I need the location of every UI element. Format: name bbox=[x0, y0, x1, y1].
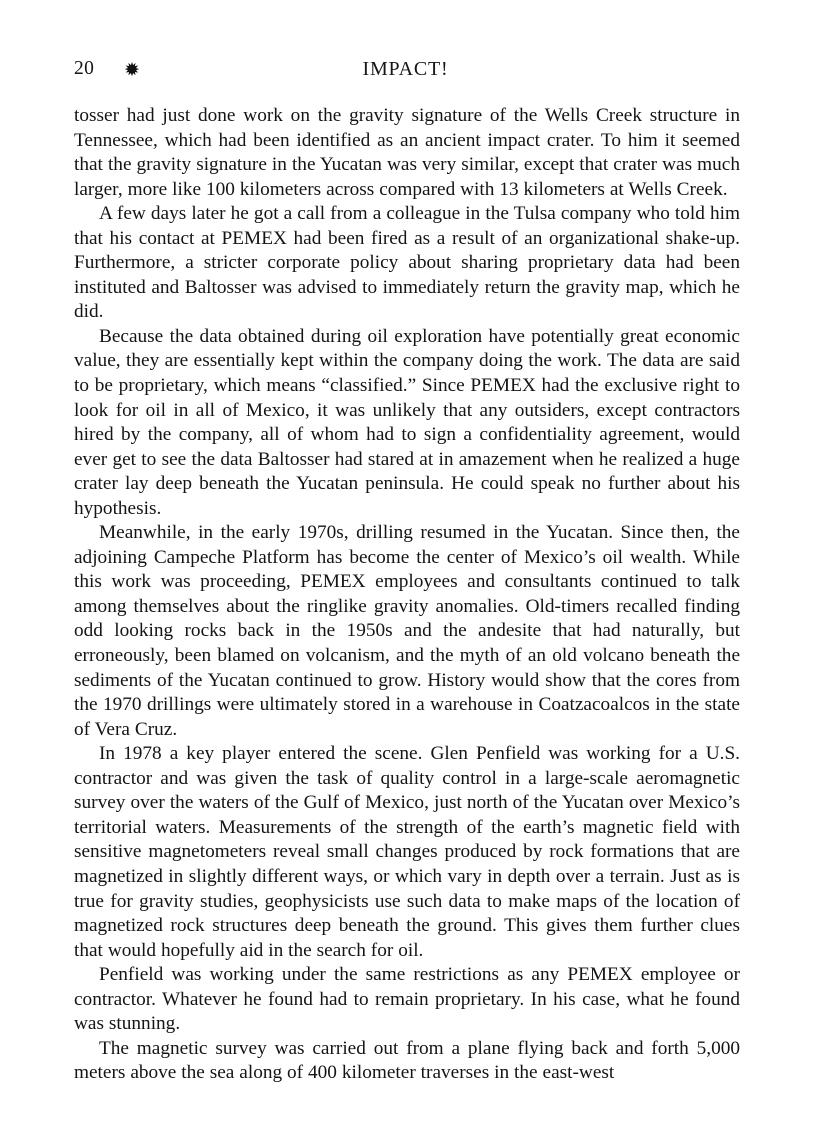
book-title-header: IMPACT! bbox=[362, 58, 449, 80]
paragraph: Because the data obtained during oil exploration have potentially great economic value, they are essentially kept within the company doing the work. The data are said to be proprietary, which means “classified.” Since PEMEX had the exclusive right to look for oil in all of Mexico, it was unlikely that any outsiders, except contractors hired by the company, all of whom had to sign a confidentiality agreement, would ever get to see the data Baltosser had stared at in amazement when he realized a huge crater lay deep beneath the Yucatan peninsula. He could speak no further about his hypothesis. bbox=[74, 325, 740, 519]
paragraph: In 1978 a key player entered the scene. Glen Penfield was working for a U.S. contractor and was given the task of quality control in a large-scale aeromagnetic survey over the waters of the Gulf of Mexico, just north of the Yucatan over Mexico’s territorial waters. Measurements of the strength of the earth’s magnetic field with sensitive magnetometers reveal small changes produced by rock formations that are magnetized in slightly different ways, or which vary in depth over a terrain. Just as is true for gravity studies, geophysicists use such data to make maps of the location of magnetized rock structures deep beneath the ground. This gives them further clues that would hopefully aid in the search for oil. bbox=[74, 743, 740, 961]
paragraph: A few days later he got a call from a colleague in the Tulsa company who told him that his contact at PEMEX had been fired as a result of an organizational shake-up. Furthermore, a stricter corporate policy about sharing proprietary data had been instituted and Baltosser was advised to immediately return the gravity map, which he did. bbox=[74, 203, 740, 323]
star-ornament-icon: ✹ bbox=[124, 59, 140, 81]
body-text-block bbox=[74, 104, 740, 1086]
paragraph: tosser had just done work on the gravity signature of the Wells Creek structure in Tennessee, which had been identified as an ancient impact crater. To him it seemed that the gravity signature in the Yucatan was very similar, except that crater was much larger, more like 100 kilometers across compared with 13 kilometers at Wells Creek. bbox=[74, 105, 740, 200]
running-head bbox=[0, 56, 816, 86]
paragraph: The magnetic survey was carried out from a plane flying back and forth 5,000 meters above the sea along of 400 kilometer traverses in the east-west bbox=[74, 1037, 740, 1084]
paragraph: Meanwhile, in the early 1970s, drilling resumed in the Yucatan. Since then, the adjoining Campeche Platform has become the center of Mexico’s oil wealth. While this work was proceeding, PEMEX employees and consultants continued to talk among themselves about the ringlike gravity anomalies. Old-timers recalled finding odd looking rocks back in the 1950s and the andesite that had naturally, but erroneously, been blamed on volcanism, and the myth of an old volcano beneath the sediments of the Yucatan continued to grow. History would show that the cores from the 1970 drillings were ultimately stored in a warehouse in Coatzacoalcos in the state of Vera Cruz. bbox=[74, 522, 740, 740]
paragraph: Penfield was working under the same restrictions as any PEMEX employee or contractor. Whatever he found had to remain proprietary. In his case, what he found was stunning. bbox=[74, 964, 740, 1035]
page-number: 20 bbox=[74, 58, 95, 79]
